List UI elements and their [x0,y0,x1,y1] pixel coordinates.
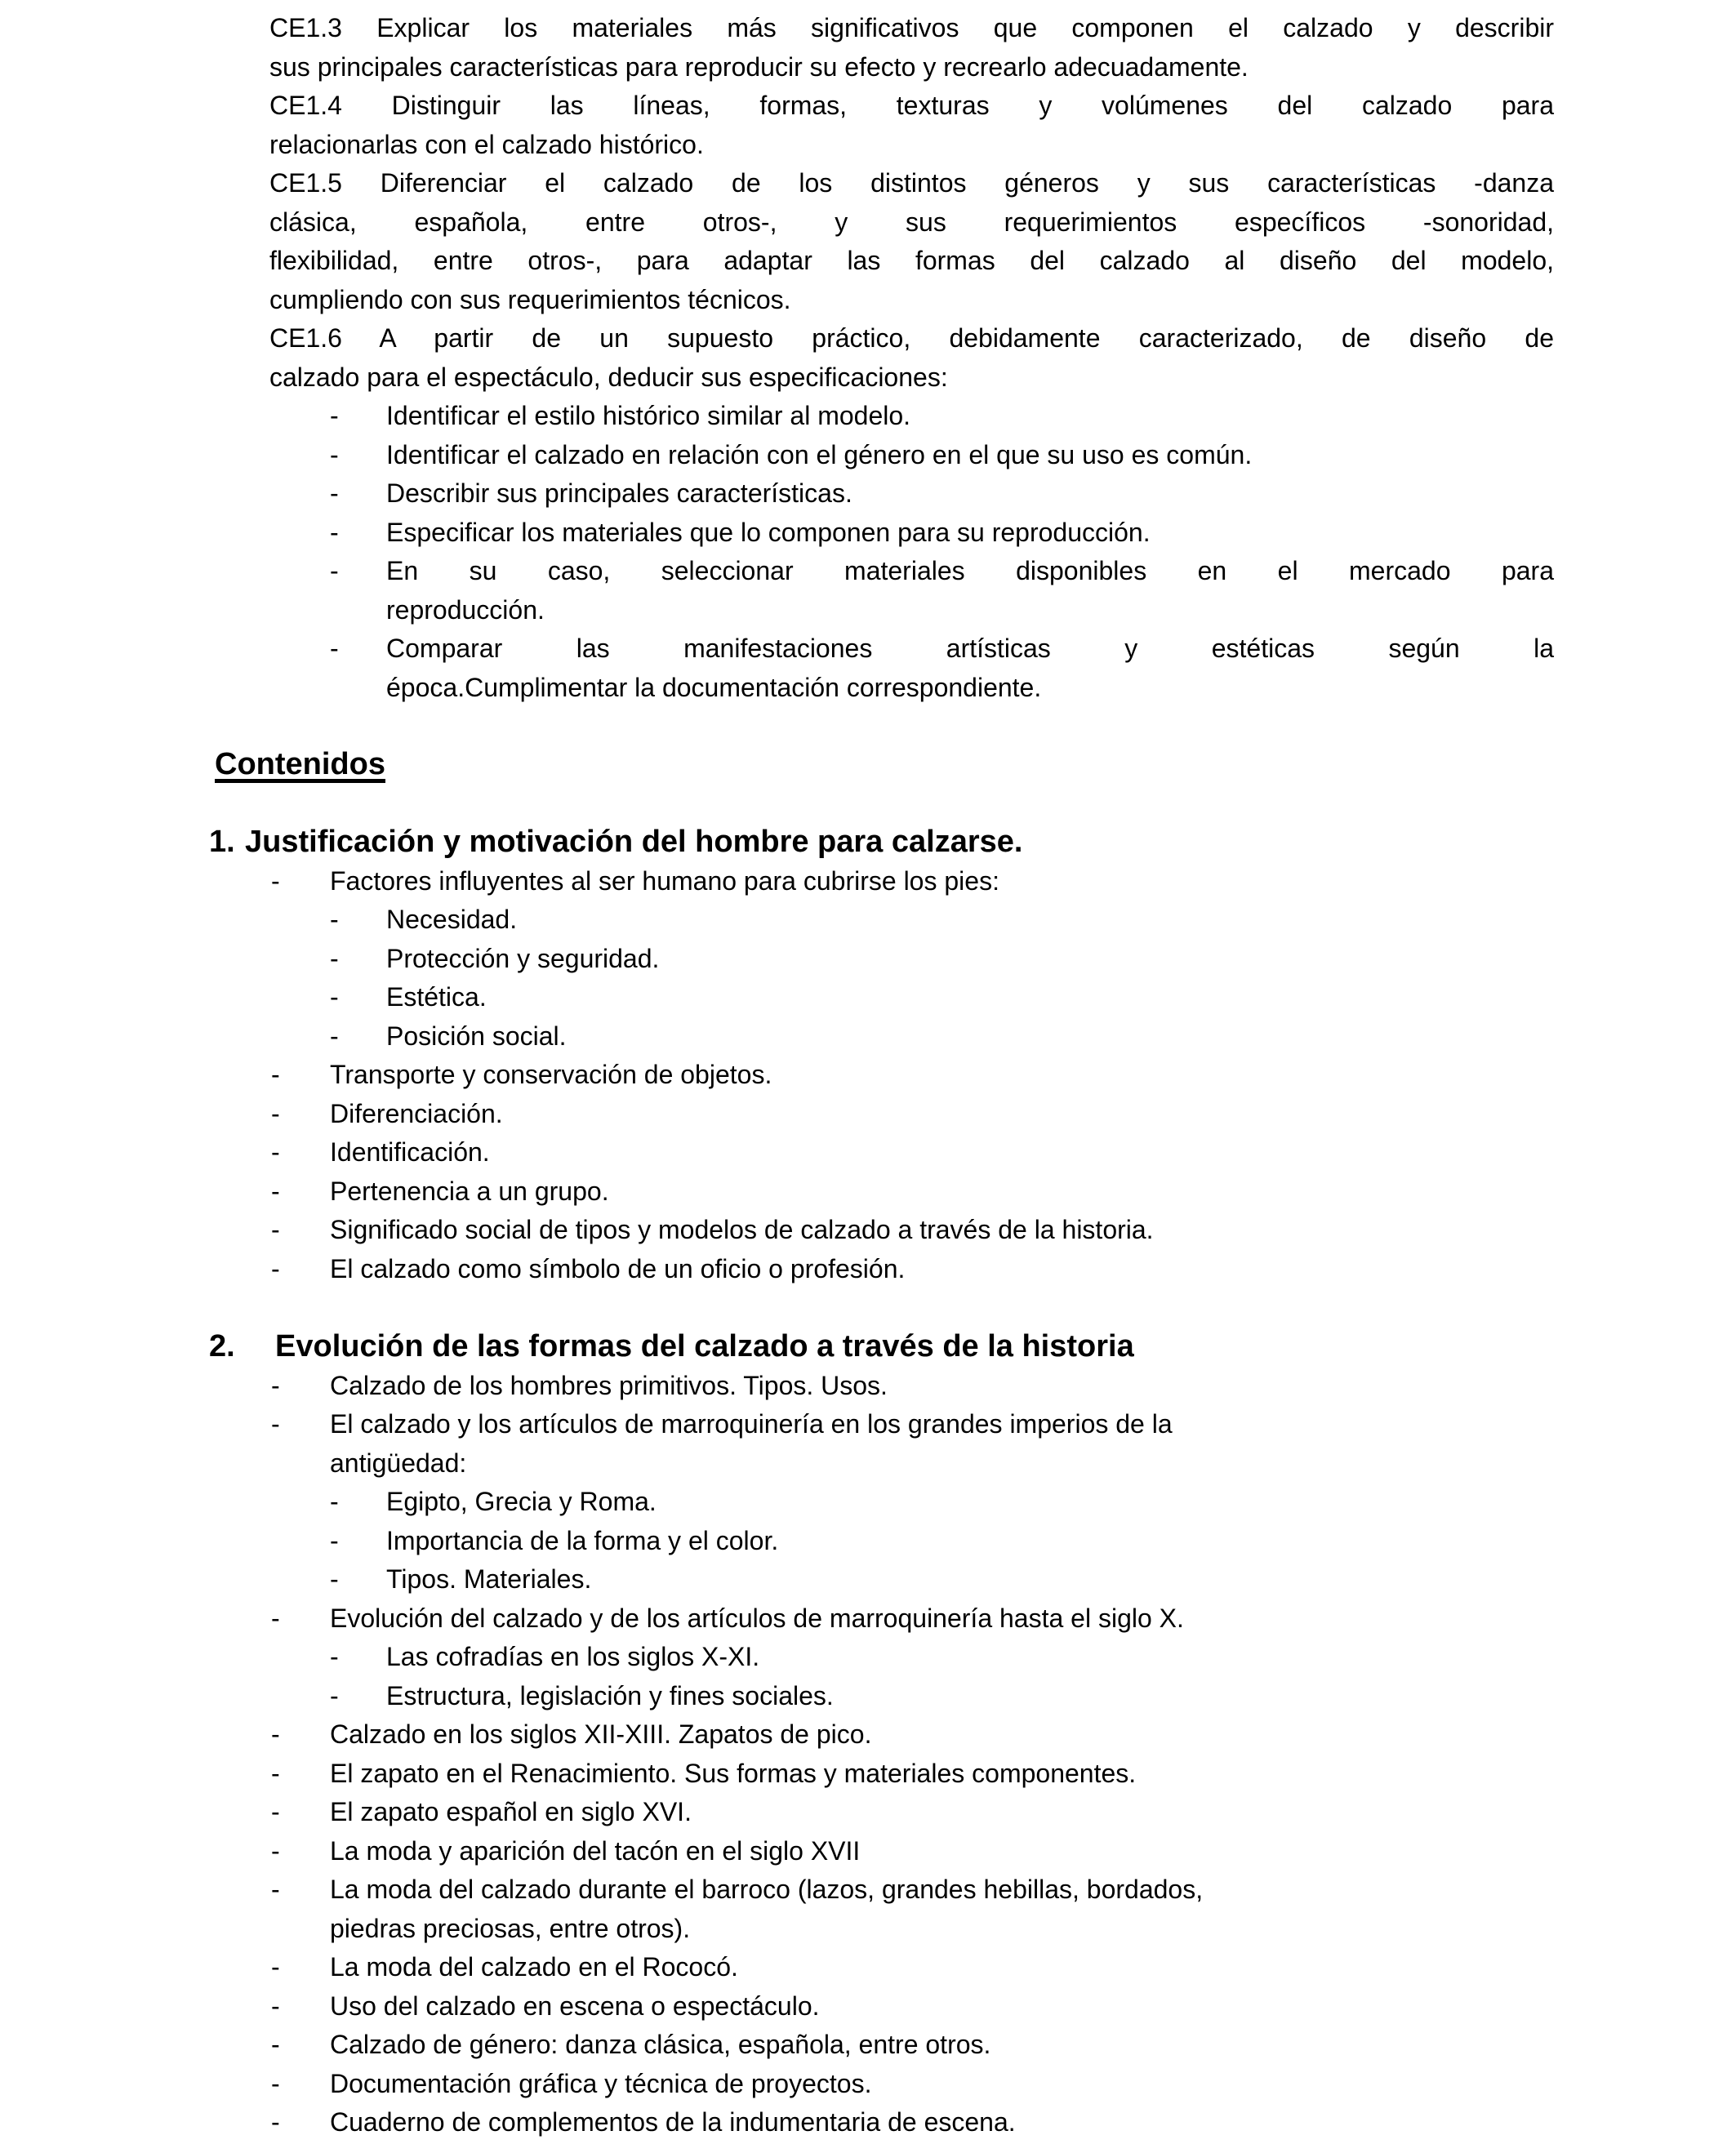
section-title: Justificación y motivación del hombre para calzarse. [245,825,1023,859]
text-line: Las cofradías en los siglos X-XI. [386,1642,760,1671]
dash-bullet: - [271,1952,280,1982]
text-line: CE1.4 Distinguir las líneas, formas, texturas y volúmenes del calzado para [269,91,1554,120]
dash-bullet: - [330,982,339,1012]
list-item [271,1211,1554,1250]
text-line: CE1.5 Diferenciar el calzado de los distintos géneros y sus características -danza [269,168,1554,198]
contenidos-heading [215,745,385,785]
list-item [271,1483,1554,1522]
text-line: sus principales características para reproducir su efecto y recrearlo adecuadamente. [269,51,1249,82]
text-line: época.Cumplimentar la documentación correspondiente. [386,672,1042,702]
text-line: La moda del calzado en el Rococó. [330,1952,738,1982]
paragraph [269,164,1554,319]
text-line: El calzado y los artículos de marroquinería en los grandes imperios de la [330,1409,1173,1439]
dash-bullet: - [271,1215,280,1244]
list-item [271,2065,1554,2104]
dash-bullet: - [271,2030,280,2059]
list-item [271,1677,1554,1716]
dash-bullet: - [271,1409,280,1439]
section-heading [209,823,1554,862]
text-line: Tipos. Materiales. [386,1564,592,1594]
text-line: Necesidad. [386,905,518,934]
dash-bullet: - [330,1487,339,1516]
dash-bullet: - [330,1564,339,1594]
dash-bullet: - [330,439,339,469]
paragraph [269,87,1554,164]
text-line: El zapato en el Renacimiento. Sus formas y materiales componentes. [330,1758,1137,1788]
list-item [271,1367,1554,1406]
text-line: Estética. [386,982,487,1012]
text-line: Documentación gráfica y técnica de proyectos. [330,2068,872,2098]
dash-bullet: - [271,1835,280,1866]
text-line: Diferenciación. [330,1098,503,1128]
list-item [271,1599,1554,1639]
dash-bullet: - [271,1137,280,1167]
dash-bullet: - [330,517,339,547]
dash-bullet: - [271,1875,280,1904]
text-line: Cuaderno de complementos de la indumentaria de escena. [330,2107,1016,2137]
list-item [271,1987,1554,2026]
paragraph [269,9,1554,87]
list-item [271,1405,1554,1483]
text-line: flexibilidad, entre otros-, para adaptar las formas del calzado al diseño del modelo, [269,246,1554,275]
dash-bullet: - [271,1603,280,1633]
text-line: Egipto, Grecia y Roma. [386,1487,657,1516]
dash-bullet: - [271,1176,280,1206]
text-line: clásica, española, entre otros-, y sus requerimientos específicos -sonoridad, [269,207,1554,237]
text-line: Importancia de la forma y el color. [386,1525,779,1555]
text-line: Calzado de género: danza clásica, española, entre otros. [330,2030,991,2059]
dash-bullet: - [271,1797,280,1826]
text-line: Posición social. [386,1021,567,1051]
text-line: En su caso, seleccionar materiales disponibles en el mercado para [386,556,1554,585]
dash-bullet: - [271,1060,280,1089]
list-item [271,1172,1554,1212]
text-line: Factores influyentes al ser humano para cubrirse los pies: [330,865,999,896]
dash-bullet: - [271,1253,280,1283]
list-item [271,2026,1554,2065]
list-item [271,2103,1554,2142]
dash-bullet: - [271,1370,280,1400]
text-line: relacionarlas con el calzado histórico. [269,129,704,159]
list-item [271,1056,1554,1095]
list-item [269,436,1554,475]
text-line: Significado social de tipos y modelos de calzado a través de la historia. [330,1215,1154,1244]
list-item [271,978,1554,1017]
text-line: Calzado en los siglos XII-XIII. Zapatos de pico. [330,1719,872,1749]
list-item [271,901,1554,940]
list-item [271,1832,1554,1871]
section-1 [209,823,1554,1288]
text-line: antigüedad: [330,1448,467,1478]
dash-bullet: - [330,1525,339,1555]
text-line: Identificación. [330,1137,490,1167]
dash-bullet: - [330,634,339,663]
dash-bullet: - [330,1680,339,1710]
list-item [269,397,1554,436]
dash-bullet: - [330,1642,339,1671]
list-item [269,514,1554,553]
text-line: El zapato español en siglo XVI. [330,1797,692,1826]
dash-bullet: - [330,905,339,934]
list-item [271,1133,1554,1172]
contenidos-title: Contenidos [215,747,385,781]
list-item [271,1871,1554,1948]
list-item [271,940,1554,979]
section-number: 2. [209,1329,235,1363]
list-item [269,629,1554,707]
dash-bullet: - [330,943,339,973]
text-line: calzado para el espectáculo, deducir sus especificaciones: [269,362,948,392]
text-line: Pertenencia a un grupo. [330,1176,609,1206]
text-line: Transporte y conservación de objetos. [330,1060,772,1089]
list-item [271,1638,1554,1677]
text-line: Especificar los materiales que lo componen para su reproducción. [386,517,1151,547]
text-line: Uso del calzado en escena o espectáculo. [330,1991,820,2021]
list-item [271,862,1554,901]
dash-bullet: - [271,2068,280,2098]
section-title: Evolución de las formas del calzado a través de la historia [275,1329,1134,1363]
text-line: Identificar el calzado en relación con el género en el que su uso es común. [386,439,1253,469]
dash-bullet: - [330,401,339,430]
section-list [271,1367,1554,2142]
section-list [271,862,1554,1289]
list-item [271,1017,1554,1056]
intro-block [269,9,1554,707]
list-item [271,1560,1554,1599]
section-number: 1. [209,825,235,859]
dash-bullet: - [330,478,339,508]
list-item [271,1095,1554,1134]
text-line: cumpliendo con sus requerimientos técnicos. [269,284,791,314]
text-line: La moda del calzado durante el barroco (lazos, grandes hebillas, bordados, [330,1875,1204,1904]
dash-bullet: - [271,865,280,896]
text-line: La moda y aparición del tacón en el siglo XVII [330,1835,861,1866]
text-line: piedras preciosas, entre otros). [330,1913,691,1943]
list-item [271,1522,1554,1561]
text-line: El calzado como símbolo de un oficio o profesión. [330,1253,906,1283]
dash-bullet: - [271,1098,280,1128]
text-line: Evolución del calzado y de los artículos de marroquinería hasta el siglo X. [330,1603,1184,1633]
text-line: Comparar las manifestaciones artísticas y estéticas según la [386,634,1554,663]
list-item [271,1948,1554,1987]
text-line: reproducción. [386,594,545,625]
dash-bullet: - [330,1021,339,1051]
list-item [269,474,1554,514]
list-item [269,552,1554,629]
text-line: Protección y seguridad. [386,943,660,973]
text-line: Calzado de los hombres primitivos. Tipos. Usos. [330,1370,888,1400]
text-line: Estructura, legislación y fines sociales. [386,1680,834,1710]
dash-bullet: - [271,1758,280,1788]
text-line: CE1.6 A partir de un supuesto práctico, debidamente caracterizado, de diseño de [269,323,1554,353]
text-line: Identificar el estilo histórico similar al modelo. [386,401,911,430]
section-2 [209,1328,1554,2142]
section-heading [209,1328,1554,1367]
list-item [271,1715,1554,1755]
dash-bullet: - [271,2107,280,2137]
text-line: Describir sus principales características. [386,478,852,508]
list-item [271,1755,1554,1794]
dash-bullet: - [271,1991,280,2021]
dash-bullet: - [271,1719,280,1749]
paragraph [269,319,1554,397]
list-item [271,1793,1554,1832]
text-line: CE1.3 Explicar los materiales más significativos que componen el calzado y describir [269,13,1554,42]
dash-bullet: - [330,556,339,585]
list-item [271,1250,1554,1289]
